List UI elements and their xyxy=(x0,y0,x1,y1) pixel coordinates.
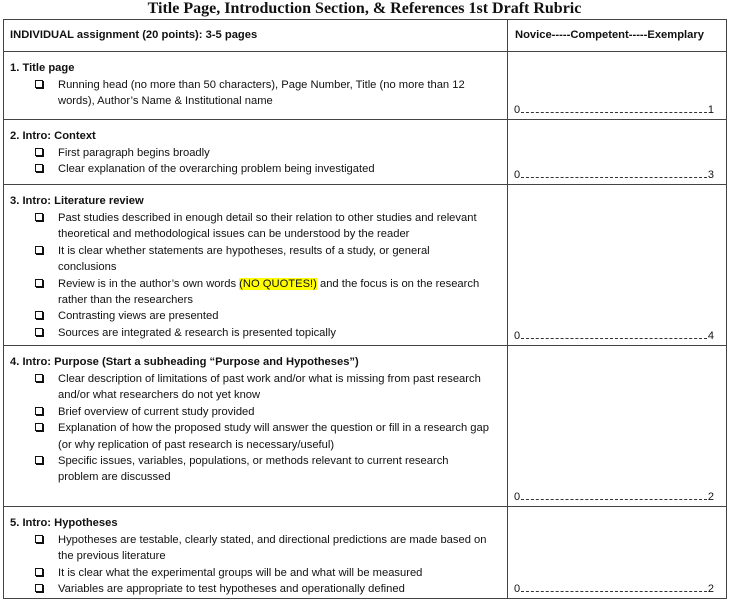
checkbox-bullet-icon xyxy=(35,328,43,336)
criteria-text: It is clear what the experimental groups will be and what will be measured xyxy=(58,566,423,579)
checkbox-bullet-icon xyxy=(35,246,43,254)
checkbox-bullet-icon xyxy=(35,407,43,415)
score-cell xyxy=(508,120,727,185)
criteria-text: Past studies described in enough detail so their relation to other studies and relevant theoretical and methodological issues can be understood by the reader xyxy=(58,212,477,241)
score-cell xyxy=(508,507,727,599)
criteria-item xyxy=(10,420,507,453)
score-scale xyxy=(514,169,714,181)
criteria-text: Hypotheses are testable, clearly stated, and directional predictions are made based on the previous literature xyxy=(58,534,487,563)
criteria-item xyxy=(10,210,507,243)
checkbox-bullet-icon xyxy=(35,279,43,287)
assignment-header: INDIVIDUAL assignment (20 points): 3-5 pages xyxy=(10,29,258,41)
criteria-item xyxy=(10,325,507,341)
checkbox-bullet-icon xyxy=(35,423,43,431)
criteria-cell xyxy=(4,346,508,507)
score-cell xyxy=(508,346,727,507)
rubric-row xyxy=(4,120,727,185)
criteria-text: Review is in the author’s own words xyxy=(58,277,240,290)
criteria-section xyxy=(4,52,507,110)
section-title: 2. Intro: Context xyxy=(10,130,96,142)
checkbox-bullet-icon xyxy=(35,535,43,543)
scale-dash-line xyxy=(521,590,707,592)
criteria-cell xyxy=(4,120,508,185)
criteria-list xyxy=(10,210,507,341)
criteria-text: Clear description of limitations of past work and/or what is missing from past research and/or what researchers do not yet know xyxy=(58,373,481,402)
criteria-text: and the focus is on the research rather than the researchers xyxy=(58,277,480,307)
checkbox-bullet-icon xyxy=(35,148,43,156)
scale-header-cell xyxy=(508,20,727,52)
score-min: 0 xyxy=(514,330,521,342)
score-cell xyxy=(508,185,727,346)
criteria-text: It is clear whether statements are hypotheses, results of a study, or general conclusions xyxy=(58,244,430,274)
score-max: 2 xyxy=(707,582,714,595)
rubric-header-row xyxy=(4,20,727,52)
section-title: 3. Intro: Literature review xyxy=(10,195,144,207)
checkbox-bullet-icon xyxy=(35,568,43,576)
score-min: 0 xyxy=(514,582,521,595)
document-title: Title Page, Introduction Section, & References 1st Draft Rubric xyxy=(147,0,582,17)
checkbox-bullet-icon xyxy=(35,456,43,464)
criteria-text: Brief overview of current study provided xyxy=(58,405,255,418)
rubric-row xyxy=(4,346,727,507)
criteria-section xyxy=(4,120,507,178)
criteria-item xyxy=(10,404,507,420)
score-scale xyxy=(514,330,714,342)
criteria-item xyxy=(10,565,507,581)
score-scale xyxy=(514,104,714,116)
section-title: 5. Intro: Hypotheses xyxy=(10,517,118,529)
score-max: 3 xyxy=(707,169,714,181)
criteria-text: First paragraph begins broadly xyxy=(58,147,210,159)
score-scale xyxy=(514,491,714,503)
score-max: 2 xyxy=(707,491,714,503)
criteria-cell xyxy=(4,185,508,346)
criteria-item xyxy=(10,371,507,404)
scale-dash-line xyxy=(521,111,707,113)
checkbox-bullet-icon xyxy=(35,80,43,88)
criteria-text: Variables are appropriate to test hypotheses and operationally defined xyxy=(58,583,405,596)
criteria-cell xyxy=(4,52,508,120)
rubric-row xyxy=(4,185,727,346)
scale-header: Novice-----Competent-----Exemplary xyxy=(515,29,704,41)
criteria-list xyxy=(10,77,507,110)
scale-dash-line xyxy=(521,498,707,500)
criteria-text: Running head (no more than 50 characters), Page Number, Title (no more than 12 words), Author’s Name & Institutional name xyxy=(58,79,465,108)
section-title: 1. Title page xyxy=(10,62,75,74)
criteria-item xyxy=(10,276,507,309)
criteria-item xyxy=(10,161,507,177)
criteria-section xyxy=(4,507,507,598)
rubric-row xyxy=(4,507,727,599)
criteria-text: Clear explanation of the overarching problem being investigated xyxy=(58,163,375,176)
score-max: 4 xyxy=(707,330,714,342)
rubric-table xyxy=(3,19,727,599)
criteria-item xyxy=(10,581,507,597)
criteria-list xyxy=(10,532,507,598)
criteria-section xyxy=(4,346,507,486)
criteria-item xyxy=(10,453,507,486)
criteria-item xyxy=(10,145,507,161)
checkbox-bullet-icon xyxy=(35,213,43,221)
criteria-text: Contrasting views are presented xyxy=(58,310,219,323)
criteria-section xyxy=(4,185,507,341)
highlighted-text: (NO QUOTES!) xyxy=(239,277,317,290)
rubric-row xyxy=(4,52,727,120)
criteria-list xyxy=(10,145,507,178)
criteria-text: Sources are integrated & research is presented topically xyxy=(58,326,336,339)
criteria-item xyxy=(10,77,507,110)
score-min: 0 xyxy=(514,104,521,116)
checkbox-bullet-icon xyxy=(35,311,43,319)
criteria-text: Explanation of how the proposed study will answer the question or fill in a research gap (or why replication of past research is necessary/useful) xyxy=(58,422,489,451)
checkbox-bullet-icon xyxy=(35,164,43,172)
criteria-item xyxy=(10,308,507,324)
criteria-item xyxy=(10,532,507,565)
criteria-item xyxy=(10,243,507,276)
score-max: 1 xyxy=(707,104,714,116)
score-min: 0 xyxy=(514,491,521,503)
score-min: 0 xyxy=(514,169,521,181)
section-title: 4. Intro: Purpose (Start a subheading “Purpose and Hypotheses”) xyxy=(10,356,359,368)
checkbox-bullet-icon xyxy=(35,584,43,592)
scale-dash-line xyxy=(521,337,707,339)
score-scale xyxy=(514,583,714,595)
criteria-list xyxy=(10,371,507,486)
scale-dash-line xyxy=(521,176,707,178)
criteria-cell xyxy=(4,507,508,599)
criteria-text: Specific issues, variables, populations, or methods relevant to current research problem are discussed xyxy=(58,455,449,484)
score-cell xyxy=(508,52,727,120)
checkbox-bullet-icon xyxy=(35,374,43,382)
criteria-header-cell xyxy=(4,20,508,52)
